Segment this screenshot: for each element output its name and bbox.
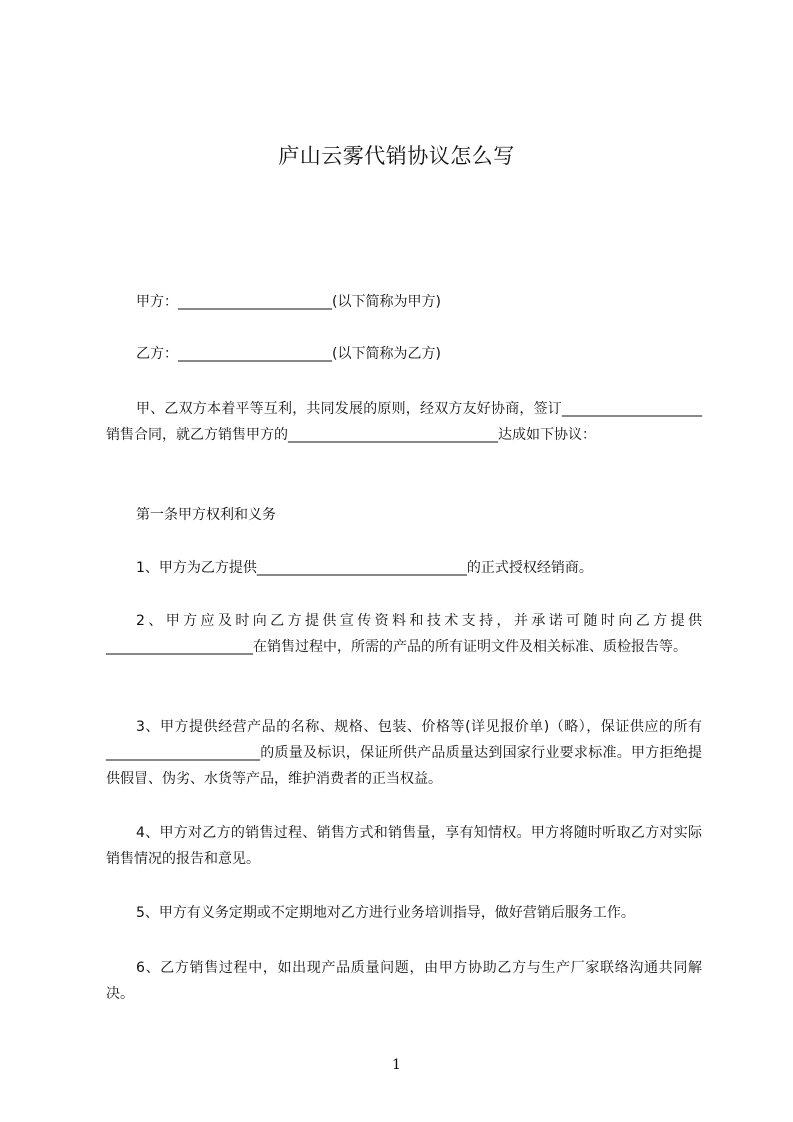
clause-4: 4、甲方对乙方的销售过程、销售方式和销售量，享有知情权。甲方将随时听取乙方对实际销售情况的报告和意见。 xyxy=(106,825,702,867)
clause-6: 6、乙方销售过程中，如出现产品质量问题，由甲方协助乙方与生产厂家联络沟通共同解决。 xyxy=(106,960,702,1002)
clause-2: 2、甲方应及时向乙方提供宣传资料和技术支持，并承诺可随时向乙方提供_____________________在销售过程中，所需的产品的所有证明文件及相关标准、质检报告等。 xyxy=(106,613,702,655)
article-heading: 第一条甲方权利和义务 xyxy=(136,507,276,523)
preamble-paragraph: 甲、乙双方本着平等互利，共同发展的原则，经双方友好协商，签订____________________销售合同，就乙方销售甲方的______________________________达成如下协议： xyxy=(106,401,702,443)
page-number: 1 xyxy=(392,1057,401,1073)
document-title: 庐山云雾代销协议怎么写 xyxy=(278,144,515,168)
party-a-line: 甲方：______________________(以下简称为甲方) xyxy=(136,294,441,310)
clause-5: 5、甲方有义务定期或不定期地对乙方进行业务培训指导，做好营销后服务工作。 xyxy=(136,905,635,921)
party-b-line: 乙方：______________________(以下简称为乙方) xyxy=(136,346,441,362)
clause-3: 3、甲方提供经营产品的名称、规格、包装、价格等(详见报价单)（略），保证供应的所有______________________的质量及标识，保证所供产品质量达到国家行业要求标准。甲方拒绝提供假冒、伪劣、水货等产品，维护消费者的正当权益。 xyxy=(106,719,702,787)
clause-1: 1、甲方为乙方提供______________________________的正式授权经销商。 xyxy=(136,560,593,576)
